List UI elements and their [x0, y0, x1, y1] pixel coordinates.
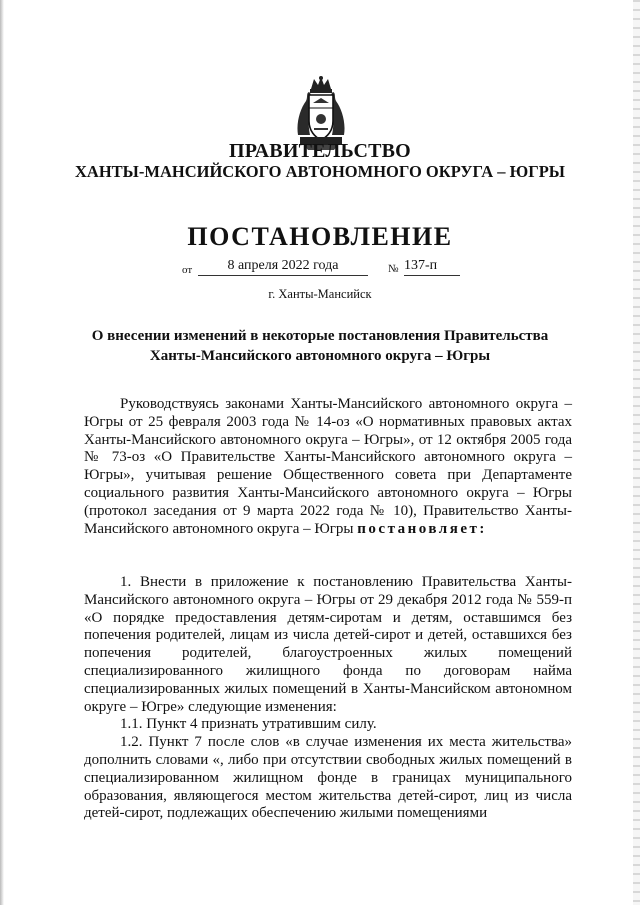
- document-type-heading: ПОСТАНОВЛЕНИЕ: [187, 222, 453, 251]
- resolves-word: постановляет:: [357, 520, 487, 537]
- city-label: г. Ханты-Мансийск: [268, 287, 372, 301]
- document-number: 137-п: [404, 258, 460, 276]
- government-subtitle: ХАНТЫ-МАНСИЙСКОГО АВТОНОМНОГО ОКРУГА – ЮГРЫ: [75, 162, 565, 181]
- item-1-2: [84, 734, 572, 823]
- item-1: [84, 574, 572, 716]
- document-title: О внесении изменений в некоторые постановления Правительства Ханты-Мансийского автономного округа – Югры: [91, 328, 549, 364]
- dateline: [0, 258, 640, 280]
- number-sign-label: №: [388, 263, 399, 275]
- government-title: ПРАВИТЕЛЬСТВО: [229, 140, 411, 162]
- scan-right-edge: [633, 0, 640, 905]
- scan-left-edge: [0, 0, 4, 905]
- items-section: [84, 574, 572, 823]
- item-1-2-text: 1.2. Пункт 7 после слов «в случае изменения их места жительства» дополнить словами «, либо при отсутствии свободных жилых помещений в специализированном жилищном фонде в границах муниципального образования, являющегося местом жительства детей-сирот, лиц из числа детей-сирот, подлежащих обеспечению жилыми помещениями: [84, 734, 572, 822]
- item-1-text: 1. Внести в приложение к постановлению Правительства Ханты-Мансийского автономного округа – Югры от 29 декабря 2012 года № 559-п «О порядке предоставления детям-сиротам и детям, оставшимся без попечения родителей, лицам из числа детей-сирот и детей, оставшихся без попечения родителей, благоустроенных жилых помещений специализированного жилищного фонда по договорам найма специализированных жилых помещений в Ханты-Мансийском автономном округе – Югре» следующие изменения:: [84, 574, 572, 715]
- document-date: 8 апреля 2022 года: [198, 258, 368, 276]
- preamble-text: Руководствуясь законами Ханты-Мансийского автономного округа – Югры от 25 февраля 2003 года № 14-оз «О нормативных правовых актах Ханты-Мансийского автономного округа – Югры», от 12 октября 2005 года № 73-оз «О Правительстве Ханты-Мансийского автономного округа – Югры», учитывая решение Общественного совета при Департаменте социального развития Ханты-Мансийского автономного округа – Югры (протокол заседания от 9 марта 2022 года № 10), Правительство Ханты-Мансийского автономного округа – Югры: [84, 396, 572, 537]
- item-1-1: 1.1. Пункт 4 признать утратившим силу.: [120, 716, 377, 733]
- date-prefix-label: от: [182, 264, 193, 276]
- preamble-paragraph: [84, 396, 572, 538]
